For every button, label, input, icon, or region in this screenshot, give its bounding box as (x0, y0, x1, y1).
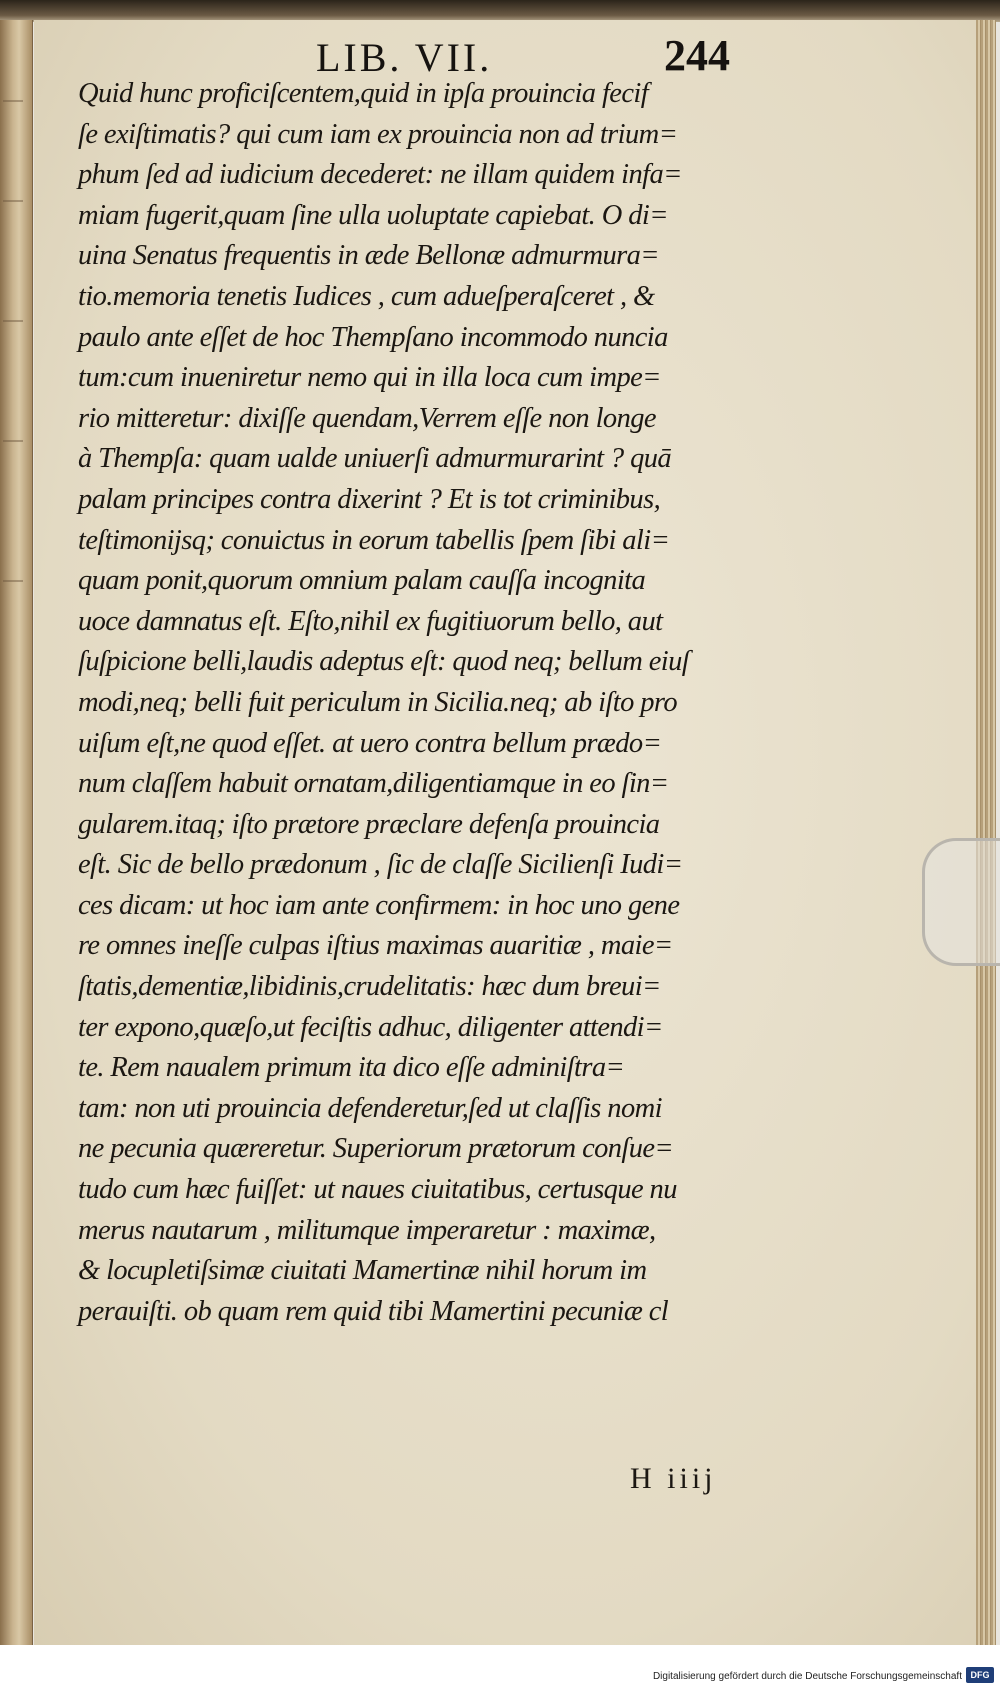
dfg-logo-icon: DFG (966, 1667, 994, 1683)
text-line: tio.memoria tenetis Iudices , cum adueſperaſceret , & (78, 280, 655, 312)
text-line: Quid hunc proficiſcentem,quid in ipſa prouincia fecif (78, 78, 649, 109)
text-line: à Thempſa: quam ualde uniuerſi admurmurarint ? quā (78, 443, 672, 475)
text-line: teſtimonijsq; conuictus in eorum tabellis ſpem ſibi ali= (78, 524, 670, 556)
text-line: tam: non uti prouincia defenderetur,ſed ut claſſis nomi (78, 1092, 662, 1124)
text-line: perauiſti. ob quam rem quid tibi Mamertini pecuniæ cl (78, 1295, 669, 1327)
text-line: rio mitteretur: dixiſſe quendam,Verrem eſſe non longe (78, 402, 656, 434)
text-line: & locupletiſsimæ ciuitati Mamertinæ nihil horum im (78, 1255, 647, 1287)
facing-page-edge (0, 20, 33, 1645)
text-line: uiſum eſt,ne quod eſſet. at uero contra bellum prædo= (78, 727, 662, 759)
page-number: 244 (664, 31, 730, 80)
book-title: LIB. VII. (316, 35, 493, 80)
text-line: uina Senatus frequentis in æde Bellonæ admurmura= (78, 240, 659, 272)
footer-bar (0, 1645, 1000, 1689)
signature-mark: H iiij (630, 1462, 717, 1495)
text-line: tum:cum inueniretur nemo qui in illa loca cum impe= (78, 362, 661, 394)
text-line: merus nautarum , militumque imperaretur : maximæ, (78, 1214, 656, 1246)
text-line: ſe exiſtimatis? qui cum iam ex prouincia non ad trium= (78, 118, 678, 150)
text-line: eſt. Sic de bello prædonum , ſic de claſſe Sicilienſi Iudi= (78, 849, 683, 881)
page-edge-stack (976, 20, 996, 1645)
text-line: phum ſed ad iudicium decederet: ne illam quidem infa= (78, 159, 682, 191)
text-line: ces dicam: ut hoc iam ante confirmem: in hoc uno gene (78, 889, 680, 921)
text-line: te. Rem naualem primum ita dico eſſe adminiſtra= (78, 1052, 625, 1084)
text-line: uoce damnatus eſt. Eſto,nihil ex fugitiuorum bello, aut (78, 605, 663, 637)
text-line: ter expono,quæſo,ut feciſtis adhuc, diligenter attendi= (78, 1011, 663, 1043)
page-clip (922, 838, 1000, 966)
text-line: gularem.itaq; iſto prætore præclare defenſa prouincia (78, 808, 660, 840)
text-line: modi,neq; belli fuit periculum in Sicilia.neq; ab iſto pro (78, 686, 677, 718)
text-line: miam fugerit,quam ſine ulla uoluptate capiebat. O di= (78, 199, 668, 231)
running-head (34, 20, 976, 80)
text-line: num claſſem habuit ornatam,diligentiamque in eo ſin= (78, 768, 669, 800)
text-line: tudo cum hæc fuiſſet: ut naues ciuitatibus, certusque nu (78, 1174, 677, 1206)
text-line: ne pecunia quæreretur. Superiorum prætorum conſue= (78, 1133, 674, 1165)
text-line: paulo ante eſſet de hoc Thempſano incommodo nuncia (78, 321, 668, 353)
digitization-credit: Digitalisierung gefördert durch die Deutsche Forschungsgemeinschaft (652, 1671, 962, 1682)
text-line: palam principes contra dixerint ? Et is tot criminibus, (78, 483, 661, 515)
text-line: quam ponit,quorum omnium palam cauſſa incognita (78, 565, 646, 597)
body-text (78, 74, 838, 1332)
binding-shadow (0, 0, 1000, 22)
text-line: ſtatis,dementiæ,libidinis,crudelitatis: hæc dum breui= (78, 971, 661, 1003)
text-line: re omnes ineſſe culpas iſtius maximas auaritiæ , maie= (78, 930, 673, 962)
text-line: ſuſpicione belli,laudis adeptus eſt: quod neq; bellum eiuſ (78, 646, 690, 678)
